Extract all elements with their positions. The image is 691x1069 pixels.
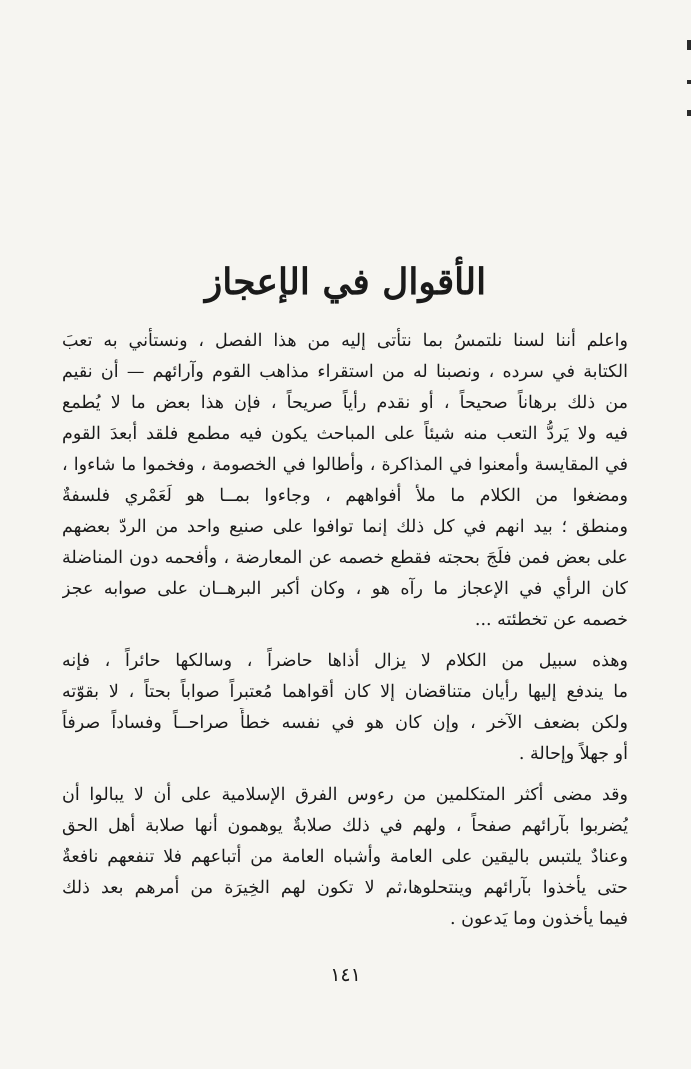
text-line: يُضربوا بآرائهم صفحاً ، ولهم في ذلك صلابةٌ يوهمون أنها صلابة أهل الحق <box>62 816 628 836</box>
body-text <box>62 326 628 935</box>
text-line: فيه ولا يَردُّ التعب منه شيئاً على المباحث يكون فيه مطمع فلقد أبعدَ القوم <box>62 424 628 444</box>
text-line: وعنادٌ يلتبس باليقين على العامة وأشباه العامة من أتباعهم فلا تنفعهم نافعةٌ <box>62 847 628 867</box>
text-line: واعلم أننا لسنا نلتمسُ بما نتأتى إليه من هذا الفصل ، ونستأني به تعبَ <box>62 331 628 351</box>
text-line: من ذلك برهاناً صحيحاً ، أو نقدم رأياً صريحاً ، فإن هذا بعض ما لا يُطمع <box>62 393 628 413</box>
text-line: وهذه سبيل من الكلام لا يزال أذاها حاضراً ، وسالكها حائراً ، فإنه <box>62 651 628 671</box>
text-line: خصمه عن تخطئته ... <box>474 610 628 630</box>
text-line: كان الرأي في الإعجاز ما رآه هو ، وكان أكبر البرهــان على صوابه عجز <box>62 579 628 599</box>
text-line: في المقايسة وأمعنوا في المذاكرة ، وأطالوا في الخصومة ، وفخموا ما شاءوا ، <box>62 455 628 475</box>
text-line: حتى يأخذوا بآرائهم وينتحلوها،ثم لا تكون لهم الخِيرَة من أمرهم بعد ذلك <box>62 878 628 898</box>
text-line: الكتابة في سرده ، ونصبنا له من استقراء مذاهب القوم وآرائهم — أن نقيم <box>62 362 628 382</box>
text-line: ما يندفع إليها رأيان متناقضان إلا كان أقواهما مُعتبراً صواباً بحتاً ، لا بقوّته <box>62 682 628 702</box>
text-line: ومضغوا من الكلام ما ملأ أفواههم ، وجاءوا بمــا هو لَعَمْري فلسفةٌ <box>62 486 628 506</box>
paragraph-1 <box>62 326 628 636</box>
text-line: ومنطق ؛ بيد انهم في كل ذلك إنما توافوا على صنيع واحد من الردّ بعضهم <box>62 517 628 537</box>
page-title: الأقوال في الإعجاز <box>204 261 487 304</box>
text-line: ولكن بضعف الآخر ، وإن كان هو في نفسه خطأً صراحــاً وفساداً صرفاً <box>62 713 628 733</box>
page-edge-mark <box>687 40 691 130</box>
text-line: أو جهلاً وإحالة . <box>518 744 628 764</box>
text-line: فيما يأخذون وما يَدعون . <box>450 909 628 929</box>
text-line: وقد مضى أكثر المتكلمين من رءوس الفرق الإسلامية على أن لا يبالوا أن <box>62 785 628 805</box>
page-number: ١٤١ <box>330 964 361 986</box>
text-line: على بعض فمن فلَجَ بحجته فقطع خصمه عن المعارضة ، وأفحمه دون المناضلة <box>62 548 628 568</box>
paragraph-2 <box>62 646 628 770</box>
paragraph-3 <box>62 780 628 935</box>
